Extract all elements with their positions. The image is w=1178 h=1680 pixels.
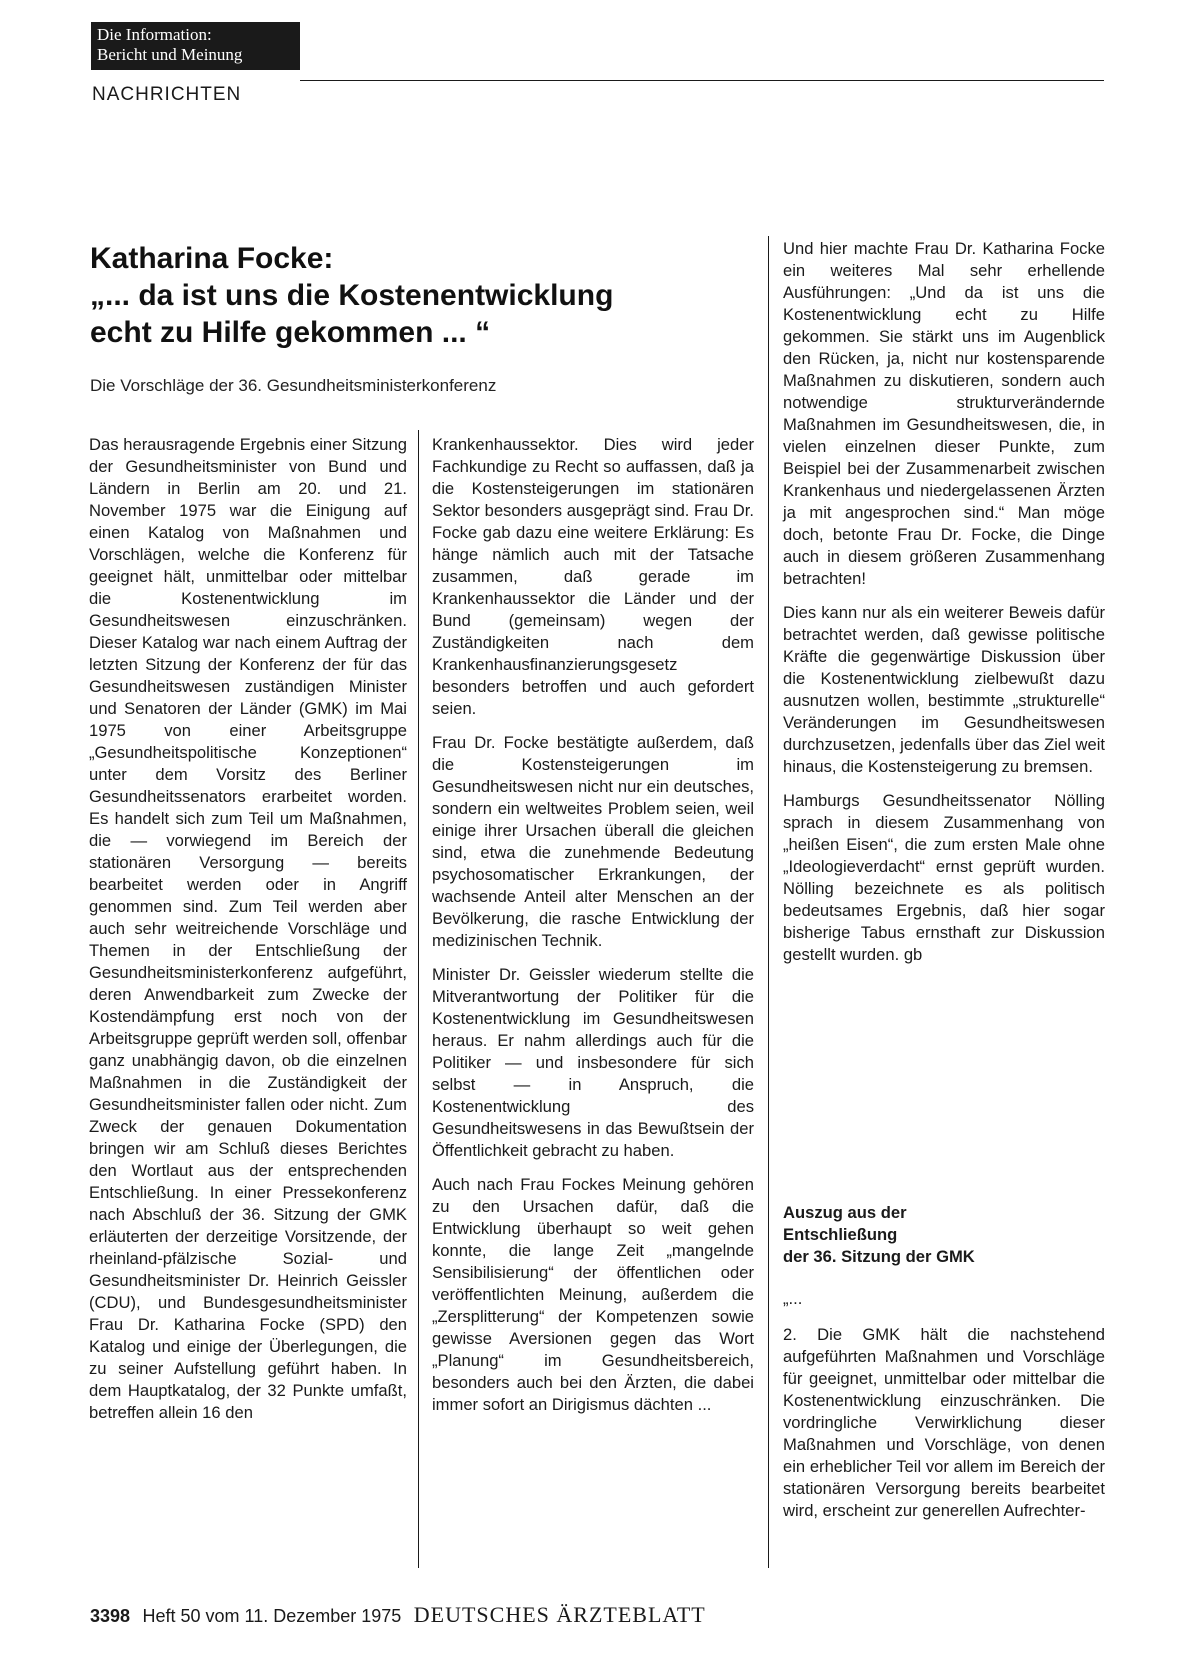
header-rule xyxy=(300,80,1104,81)
excerpt-heading-line: Entschließung xyxy=(783,1225,898,1244)
rubric-line-1: Die Information: xyxy=(97,25,212,44)
article-headline xyxy=(90,240,770,351)
rubric-box xyxy=(91,22,300,70)
paragraph: Auch nach Frau Fockes Meinung gehören zu den Ursachen dafür, daß die Entwicklung überhaupt so weit gehen konnte, die lange Zeit „mangelnde Sensibilisierung“ der öffentlichen oder veröffentlichten Meinung, außerdem die „Zersplitterung“ der Kompetenzen sowie gewisse Aversionen gegen das Wort „Planung“ im Gesundheitsbereich, besonders auch bei den Ärzten, die dabei immer sofort an Dirigismus dächten ... xyxy=(432,1175,754,1414)
article-subtitle: Die Vorschläge der 36. Gesundheitsministerkonferenz xyxy=(90,376,497,395)
journal-name: DEUTSCHES ÄRZTEBLATT xyxy=(413,1602,706,1627)
paragraph: Hamburgs Gesundheitssenator Nölling sprach in diesem Zusammenhang von „heißen Eisen“, die zum ersten Male ohne „Ideologieverdacht“ ernst geprüft wurden. Nölling bezeichnete es als politisch bedeutsames Ergebnis, daß hier sogar bisherige Tabus ernsthaft zur Diskussion gestellt wurden. gb xyxy=(783,791,1105,964)
column-divider-1 xyxy=(418,430,419,1568)
page-number: 3398 xyxy=(90,1606,131,1626)
headline-line-2: „... da ist uns die Kostenentwicklung xyxy=(90,279,614,312)
headline-line-3: echt zu Hilfe gekommen ... “ xyxy=(90,316,491,349)
paragraph: Krankenhaussektor. Dies wird jeder Fachkundige zu Recht so auffassen, daß ja die Kostensteigerungen im stationären Sektor besonders ausgeprägt sind. Frau Dr. Focke gab dazu eine weitere Erklärung: Es hänge nämlich auch mit der Tatsache zusammen, daß gerade im Krankenhaussektor die Länder und der Bund (gemeinsam) wegen der Zuständigkeiten nach dem Krankenhausfinanzierungsgesetz besonders betroffen und auch gefordert seien. xyxy=(432,435,754,718)
text-column-3 xyxy=(783,238,1105,978)
paragraph: Dies kann nur als ein weiterer Beweis dafür betrachtet werden, daß gewisse politische Kräfte die gegenwärtige Diskussion über die Kostenentwicklung zielbewußt dazu ausnutzen wollen, bestimmte „strukturelle“ Veränderungen im Gesundheitswesen durchzusetzen, jedenfalls über das Ziel weit hinaus, die Kostensteigerung zu bremsen. xyxy=(783,603,1105,776)
text-column-1 xyxy=(89,434,407,1436)
excerpt-text xyxy=(783,1288,1105,1536)
excerpt-heading-line: der 36. Sitzung der GMK xyxy=(783,1247,975,1266)
page-footer xyxy=(90,1602,706,1628)
text-column-2 xyxy=(432,434,754,1428)
excerpt-heading xyxy=(783,1202,1103,1268)
excerpt-paragraph: „... xyxy=(783,1289,803,1308)
paragraph: Das herausragende Ergebnis einer Sitzung der Gesundheitsminister von Bund und Ländern in Berlin am 20. und 21. November 1975 war die Einigung auf einen Katalog von Maßnahmen und Vorschlägen, welche die Konferenz für geeignet hält, unmittelbar oder mittelbar die Kostenentwicklung im Gesundheitswesen einzuschränken. Dieser Katalog war nach einem Auftrag der letzten Sitzung der Konferenz der für das Gesundheitswesen zuständigen Minister und Senatoren der Länder (GMK) im Mai 1975 von einer Arbeitsgruppe „Gesundheitspolitische Konzeptionen“ unter dem Vorsitz des Berliner Gesundheitssenators erarbeitet worden. Es handelt sich zum Teil um Maßnahmen, die — vorwiegend im Bereich der stationären Versorgung — bereits bearbeitet werden oder in Angriff genommen sind. Zum Teil werden aber auch sehr weitreichende Vorschläge und Themen in der Entschließung der Gesundheitsministerkonferenz aufgeführt, deren Anwendbarkeit zum Zwecke der Kostendämpfung erst noch von der Arbeitsgruppe geprüft werden soll, offenbar ganz unabhängig davon, ob die einzelnen Maßnahmen in die Zuständigkeit der Gesundheitsminister fallen oder nicht. Zum Zweck der genauen Dokumentation bringen wir am Schluß dieses Berichtes den Wortlaut aus der entsprechenden Entschließung. In einer Pressekonferenz nach Abschluß der 36. Sitzung der GMK erläuterten der derzeitige Vorsitzende, der rheinland-pfälzische Sozial- und Gesundheitsminister Dr. Heinrich Geissler (CDU), und Bundesgesundheitsminister Frau Dr. Katharina Focke (SPD) den Katalog und einige der Überlegungen, die zu seiner Aufstellung geführt haben. In dem Hauptkatalog, der 32 Punkte umfaßt, betreffen allein 16 den xyxy=(89,435,407,1422)
section-label: NACHRICHTEN xyxy=(92,84,242,105)
paragraph: Minister Dr. Geissler wiederum stellte die Mitverantwortung der Politiker für die Kostenentwicklung im Gesundheitswesen heraus. Er nahm allerdings auch für die Politiker — und insbesondere für sich selbst — in Anspruch, die Kostenentwicklung des Gesundheitswesens in das Bewußtsein der Öffentlichkeit gebracht zu haben. xyxy=(432,965,754,1160)
issue-info: Heft 50 vom 11. Dezember 1975 xyxy=(142,1606,402,1626)
headline-line-1: Katharina Focke: xyxy=(90,242,334,275)
excerpt-paragraph: 2. Die GMK hält die nachstehend aufgeführten Maßnahmen und Vorschläge für geeignet, unmittelbar oder mittelbar die Kostenentwicklung einzuschränken. Die vordringliche Verwirklichung dieser Maßnahmen und Vorschläge, von denen ein erheblicher Teil vor allem im Bereich der stationären Versorgung bereits bearbeitet wird, erscheint zur generellen Aufrechter- xyxy=(783,1325,1105,1520)
excerpt-heading-line: Auszug aus der xyxy=(783,1203,907,1222)
paragraph: Und hier machte Frau Dr. Katharina Focke ein weiteres Mal sehr erhellende Ausführungen: „Und da ist uns die Kostenentwicklung echt zu Hilfe gekommen. Sie stärkt uns im Augenblick den Rücken, ja, nicht nur kostensparende Maßnahmen zu diskutieren, sondern auch notwendige strukturverändernde Maßnahmen im Gesundheitswesen, die, in vielen einzelnen dieser Punkte, zum Beispiel bei der Zusammenarbeit zwischen Krankenhaus und niedergelassenen Ärzten ja mit angesprochen sind.“ Man möge doch, betonte Frau Dr. Focke, die Dinge auch in diesem größeren Zusammenhang betrachten! xyxy=(783,239,1105,588)
rubric-line-2: Bericht und Meinung xyxy=(97,45,243,64)
paragraph: Frau Dr. Focke bestätigte außerdem, daß die Kostensteigerungen im Gesundheitswesen nicht nur ein deutsches, sondern ein weltweites Problem seien, weil einige ihrer Ursachen überall die gleichen sind, etwa die zunehmende Bedeutung psychosomatischer Erkrankungen, der wachsende Anteil alter Menschen an der Bevölkerung, die rasche Entwicklung der medizinischen Technik. xyxy=(432,733,754,950)
column-divider-2 xyxy=(768,236,769,1568)
